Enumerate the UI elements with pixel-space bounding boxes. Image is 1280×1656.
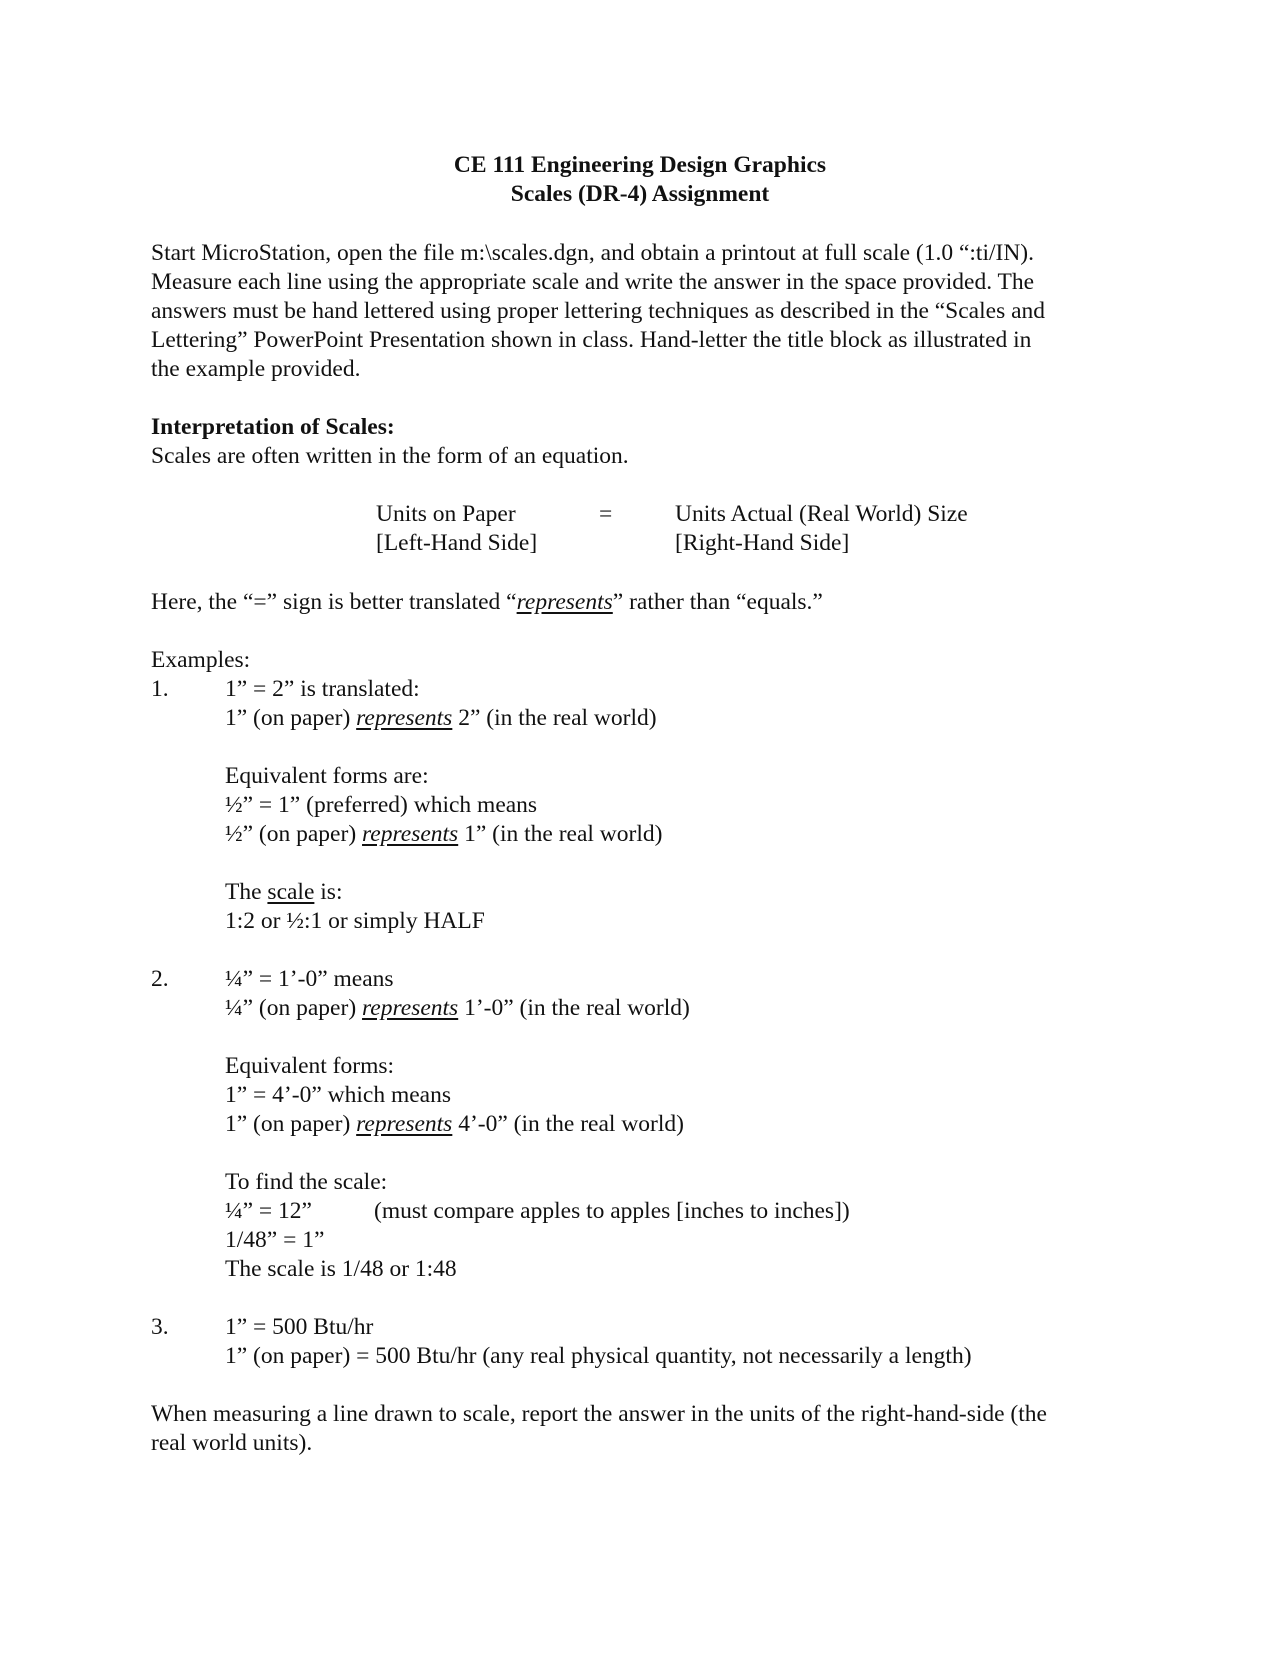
equivalent-heading: Equivalent forms are:	[225, 763, 429, 789]
intro-line: Lettering” PowerPoint Presentation shown in class. Hand-letter the title block as illustrated in	[151, 327, 1032, 353]
example-line: 1/48” = 1”	[225, 1227, 325, 1253]
example-number: 3.	[151, 1314, 169, 1340]
example-text: 1” (in the real world)	[458, 821, 663, 847]
document-title: CE 111 Engineering Design Graphics	[453, 152, 827, 178]
represents-term: represents	[362, 995, 459, 1021]
example-line	[225, 820, 662, 849]
example-text: The	[225, 879, 268, 905]
example-line: 1” (on paper) = 500 Btu/hr (any real physical quantity, not necessarily a length)	[225, 1343, 972, 1369]
intro-line: answers must be hand lettered using proper lettering techniques as described in the “Scales and	[151, 298, 1046, 324]
equation-rhs-note: [Right-Hand Side]	[675, 530, 850, 556]
intro-line: the example provided.	[151, 356, 361, 382]
example-line: ½” = 1” (preferred) which means	[225, 792, 538, 818]
interpretation-text: Scales are often written in the form of an equation.	[151, 443, 629, 469]
example-number: 2.	[151, 966, 169, 992]
example-line: ¼” = 1’-0” means	[225, 966, 394, 992]
intro-line: Start MicroStation, open the file m:\scales.dgn, and obtain a printout at full scale (1.0 “:ti/IN).	[151, 240, 1034, 266]
document-subtitle: Scales (DR-4) Assignment	[510, 181, 770, 207]
example-text: ¼” (on paper)	[225, 995, 363, 1021]
equation-sign: =	[599, 501, 613, 527]
example-text: is:	[314, 879, 343, 905]
represents-term: represents	[516, 589, 613, 615]
example-line	[225, 994, 690, 1023]
example-line: The scale is 1/48 or 1:48	[225, 1256, 457, 1282]
represents-term: represents	[356, 1111, 453, 1137]
closing-line: When measuring a line drawn to scale, report the answer in the units of the right-hand-side (the	[151, 1401, 1047, 1427]
scale-value: 1:2 or ½:1 or simply HALF	[225, 908, 485, 934]
intro-line: Measure each line using the appropriate scale and write the answer in the space provided. The	[151, 269, 1035, 295]
example-text: 4’-0” (in the real world)	[452, 1111, 684, 1137]
represents-note-start: Here, the “=” sign is better translated “	[151, 589, 517, 615]
closing-line: real world units).	[151, 1430, 313, 1456]
scale-heading	[225, 878, 342, 907]
equation-lhs: Units on Paper	[376, 501, 516, 527]
equation-lhs-note: [Left-Hand Side]	[376, 530, 538, 556]
example-text: ½” (on paper)	[225, 821, 363, 847]
example-line: 1” = 4’-0” which means	[225, 1082, 451, 1108]
represents-note-end: ” rather than “equals.”	[612, 589, 823, 615]
represents-note	[151, 588, 823, 617]
scale-term: scale	[267, 879, 315, 905]
example-line	[225, 1110, 684, 1139]
example-number: 1.	[151, 676, 169, 702]
find-scale-heading: To find the scale:	[225, 1169, 388, 1195]
represents-term: represents	[362, 821, 459, 847]
example-line	[225, 704, 657, 733]
equivalent-heading: Equivalent forms:	[225, 1053, 395, 1079]
example-line: 1” = 500 Btu/hr	[225, 1314, 374, 1340]
interpretation-heading: Interpretation of Scales:	[151, 414, 395, 440]
example-text: 1” (on paper)	[225, 705, 357, 731]
example-line: ¼” = 12”	[225, 1198, 312, 1224]
example-text: 1” (on paper)	[225, 1111, 357, 1137]
example-line: 1” = 2” is translated:	[225, 676, 420, 702]
example-note: (must compare apples to apples [inches to inches])	[374, 1198, 850, 1224]
represents-term: represents	[356, 705, 453, 731]
example-text: 2” (in the real world)	[452, 705, 657, 731]
examples-heading: Examples:	[151, 647, 251, 673]
example-text: 1’-0” (in the real world)	[458, 995, 690, 1021]
equation-rhs: Units Actual (Real World) Size	[675, 501, 968, 527]
